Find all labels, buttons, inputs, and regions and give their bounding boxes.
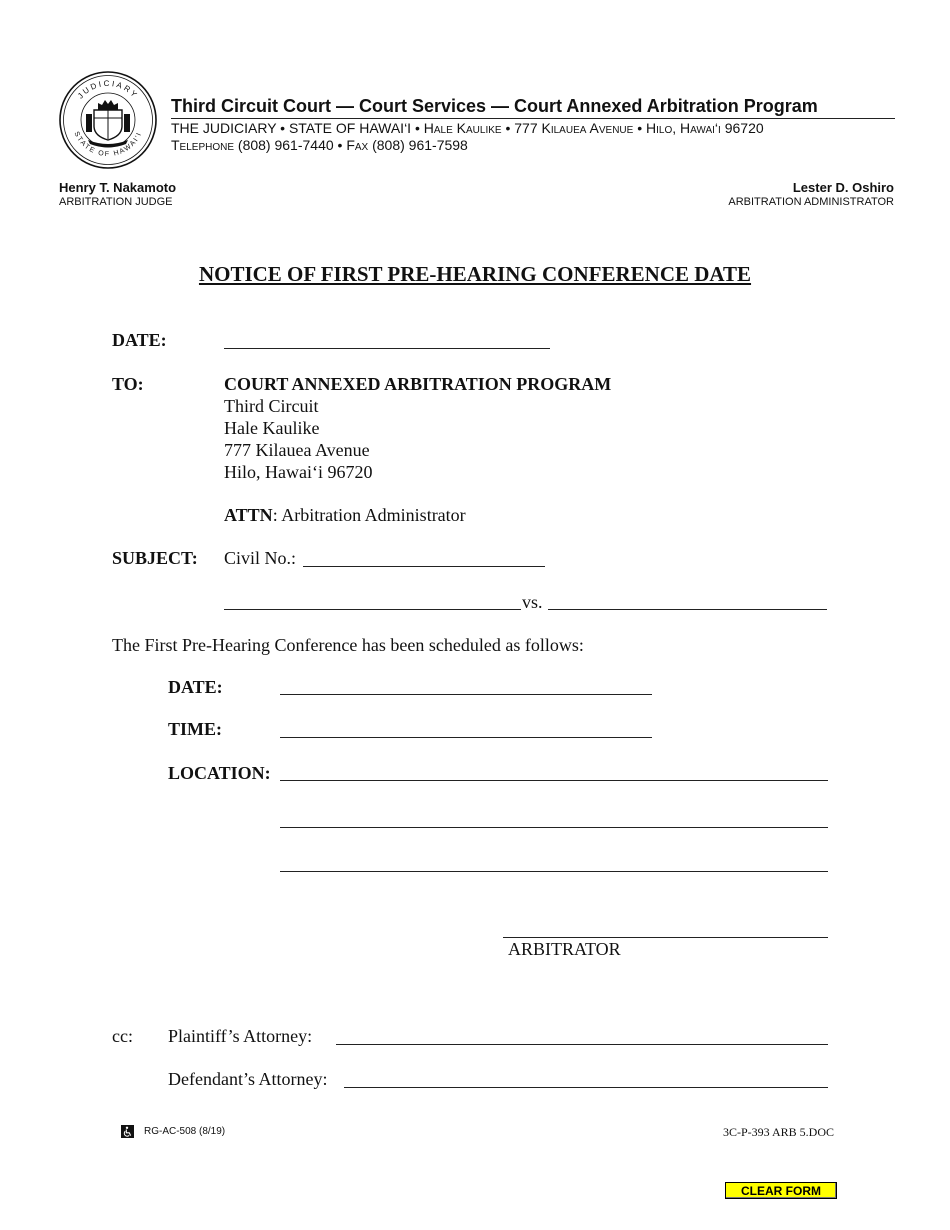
judge-name: Henry T. Nakamoto bbox=[59, 180, 177, 195]
attn-line bbox=[224, 505, 466, 526]
form-number: RG-AC-508 (8/19) bbox=[144, 1126, 226, 1137]
attn-value: : Arbitration Administrator bbox=[272, 505, 466, 525]
header-rule bbox=[171, 118, 895, 119]
accessibility-icon bbox=[121, 1125, 134, 1138]
address-line-rest: Hale Kaulike • 777 Kilauea Avenue • Hilo, Hawai‘i 96720 bbox=[423, 120, 764, 136]
judge-title: ARBITRATION JUDGE bbox=[59, 196, 173, 208]
arbitrator-label: ARBITRATOR bbox=[508, 939, 621, 959]
judiciary-address-line bbox=[171, 120, 764, 136]
court-program-title: Third Circuit Court — Court Services — Court Annexed Arbitration Program bbox=[171, 96, 818, 116]
location-field-line-1[interactable] bbox=[280, 780, 828, 781]
plaintiff-attorney-label: Plaintiff’s Attorney: bbox=[168, 1026, 313, 1046]
address-line-start: THE JUDICIARY • STATE OF HAWAI‘I • bbox=[171, 120, 424, 136]
to-organization: COURT ANNEXED ARBITRATION PROGRAM bbox=[224, 374, 612, 394]
to-address-line: Third Circuit bbox=[224, 396, 319, 416]
to-address-line: Hilo, Hawai‘i 96720 bbox=[224, 462, 373, 482]
cc-label: cc: bbox=[112, 1026, 133, 1046]
plaintiff-attorney-field[interactable] bbox=[336, 1044, 828, 1045]
administrator-title: ARBITRATION ADMINISTRATOR bbox=[728, 196, 894, 208]
defendant-party-field[interactable] bbox=[548, 609, 827, 610]
notice-title bbox=[0, 262, 950, 287]
civil-no-field[interactable] bbox=[303, 566, 545, 567]
location-field-line-3[interactable] bbox=[280, 871, 828, 872]
subject-label: SUBJECT: bbox=[112, 548, 198, 568]
svg-text:JUDICIARY: JUDICIARY bbox=[75, 78, 141, 101]
conference-date-field[interactable] bbox=[280, 694, 652, 695]
attn-label: ATTN bbox=[224, 505, 273, 525]
conference-date-label: DATE: bbox=[168, 677, 223, 697]
to-label: TO: bbox=[112, 374, 144, 394]
administrator-name: Lester D. Oshiro bbox=[792, 180, 894, 195]
svg-text:STATE OF HAWAI‘I: STATE OF HAWAI‘I bbox=[72, 130, 144, 159]
judiciary-seal bbox=[58, 70, 158, 170]
arbitrator-signature-field[interactable] bbox=[503, 937, 828, 938]
phone-fax-line: Telephone (808) 961-7440 • Fax (808) 961-7598 bbox=[171, 137, 468, 153]
clear-form-button[interactable]: CLEAR FORM bbox=[725, 1182, 837, 1199]
to-address-line: Hale Kaulike bbox=[224, 418, 320, 438]
conference-location-label: LOCATION: bbox=[168, 763, 271, 783]
versus-label: vs. bbox=[522, 592, 543, 612]
conference-time-label: TIME: bbox=[168, 719, 222, 739]
civil-no-label: Civil No.: bbox=[224, 548, 297, 568]
to-address-line: 777 Kilauea Avenue bbox=[224, 440, 370, 460]
document-code: 3C-P-393 ARB 5.DOC bbox=[723, 1125, 835, 1139]
conference-time-field[interactable] bbox=[280, 737, 652, 738]
schedule-intro: The First Pre-Hearing Conference has been scheduled as follows: bbox=[112, 635, 584, 655]
location-field-line-2[interactable] bbox=[280, 827, 828, 828]
defendant-attorney-label: Defendant’s Attorney: bbox=[168, 1069, 328, 1089]
notice-title-text: NOTICE OF FIRST PRE-HEARING CONFERENCE DATE bbox=[198, 262, 752, 286]
defendant-attorney-field[interactable] bbox=[344, 1087, 828, 1088]
plaintiff-party-field[interactable] bbox=[224, 609, 521, 610]
date-field[interactable] bbox=[224, 348, 550, 349]
date-label: DATE: bbox=[112, 330, 167, 350]
